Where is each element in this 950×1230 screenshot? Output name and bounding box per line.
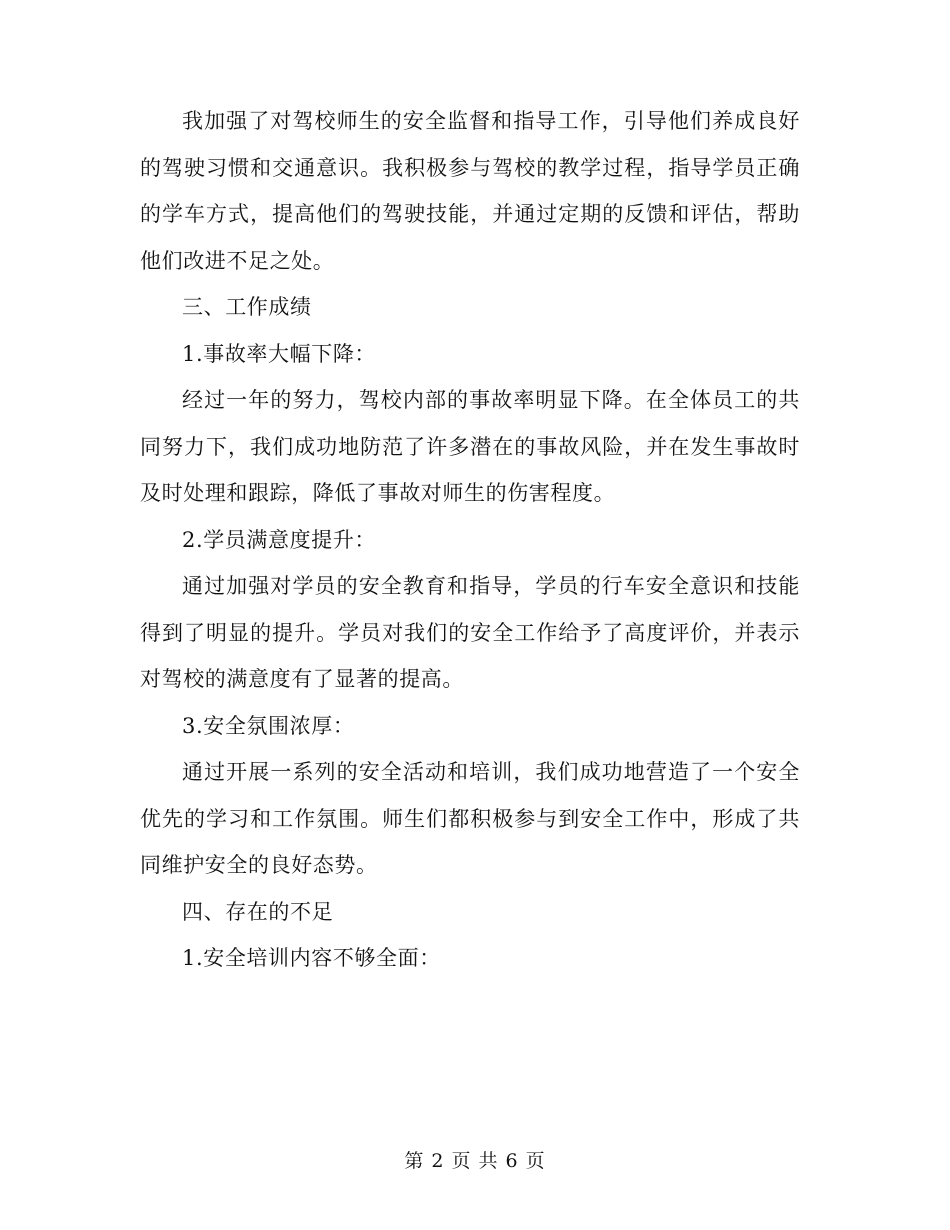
section-heading-shortcomings: 四、存在的不足 xyxy=(182,899,334,924)
subheading-student-satisfaction: 2.学员满意度提升： xyxy=(182,527,377,552)
section-heading-work-results: 三、工作成绩 xyxy=(182,295,312,319)
paragraph-safety-supervision: 我加强了对驾校师生的安全监督和指导工作，引导他们养成良好的驾驶习惯和交通意识。我积极参与驾校的教学过程，指导学员正确的学车方式，提高他们的驾驶技能，并通过定期的反馈和评估，帮助他们改进不足之处。 xyxy=(140,109,800,273)
paragraph-safety-atmosphere: 通过开展一系列的安全活动和培训，我们成功地营造了一个安全优先的学习和工作氛围。师生们都积极参与到安全工作中，形成了共同维护安全的良好态势。 xyxy=(140,760,800,877)
paragraph-accident-rate: 经过一年的努力，驾校内部的事故率明显下降。在全体员工的共同努力下，我们成功地防范了许多潜在的事故风险，并在发生事故时及时处理和跟踪，降低了事故对师生的伤害程度。 xyxy=(140,388,800,505)
paragraph-student-satisfaction: 通过加强对学员的安全教育和指导，学员的行车安全意识和技能得到了明显的提升。学员对我们的安全工作给予了高度评价，并表示对驾校的满意度有了显著的提高。 xyxy=(140,574,800,691)
subheading-safety-atmosphere: 3.安全氛围浓厚： xyxy=(182,713,355,738)
subheading-accident-rate: 1.事故率大幅下降： xyxy=(182,341,377,366)
page-number-footer: 第 2 页 共 6 页 xyxy=(404,1150,546,1172)
subheading-training-content: 1.安全培训内容不够全面： xyxy=(182,946,441,970)
document-body xyxy=(140,98,800,982)
